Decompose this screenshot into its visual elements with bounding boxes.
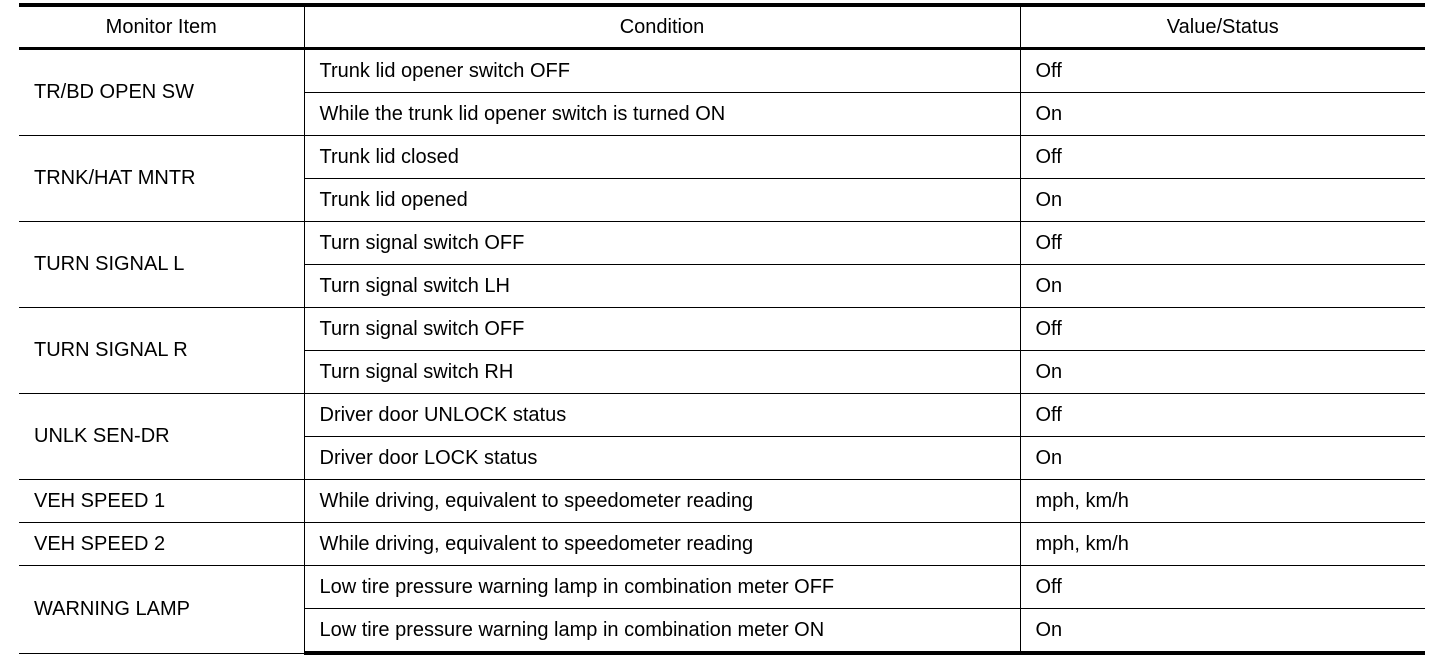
value-status-cell: Off (1020, 136, 1425, 179)
condition-cell: Trunk lid opener switch OFF (304, 49, 1020, 93)
table-row (19, 308, 1425, 351)
condition-cell: Turn signal switch OFF (304, 222, 1020, 265)
condition-cell: While driving, equivalent to speedometer reading (304, 523, 1020, 566)
value-status-cell: On (1020, 437, 1425, 480)
monitor-item-cell: TURN SIGNAL L (19, 222, 304, 308)
monitor-item-cell: TR/BD OPEN SW (19, 49, 304, 136)
table-row (19, 136, 1425, 179)
monitor-table-container (19, 3, 1425, 655)
monitor-item-cell: TRNK/HAT MNTR (19, 136, 304, 222)
condition-cell: Low tire pressure warning lamp in combination meter OFF (304, 566, 1020, 609)
table-row (19, 480, 1425, 523)
value-status-cell: Off (1020, 308, 1425, 351)
condition-cell: While driving, equivalent to speedometer reading (304, 480, 1020, 523)
table-row (19, 566, 1425, 609)
header-condition: Condition (304, 5, 1020, 49)
value-status-cell: On (1020, 93, 1425, 136)
value-status-cell: On (1020, 179, 1425, 222)
header-monitor-item: Monitor Item (19, 5, 304, 49)
monitor-item-cell: VEH SPEED 1 (19, 480, 304, 523)
table-header (19, 5, 1425, 49)
header-value-status: Value/Status (1020, 5, 1425, 49)
condition-cell: Driver door UNLOCK status (304, 394, 1020, 437)
monitor-item-cell: TURN SIGNAL R (19, 308, 304, 394)
value-status-cell: On (1020, 351, 1425, 394)
table-row (19, 49, 1425, 93)
table-row (19, 394, 1425, 437)
value-status-cell: Off (1020, 222, 1425, 265)
condition-cell: Low tire pressure warning lamp in combination meter ON (304, 609, 1020, 654)
condition-cell: Turn signal switch RH (304, 351, 1020, 394)
value-status-cell: mph, km/h (1020, 480, 1425, 523)
condition-cell: Turn signal switch LH (304, 265, 1020, 308)
condition-cell: Turn signal switch OFF (304, 308, 1020, 351)
value-status-cell: mph, km/h (1020, 523, 1425, 566)
table-row (19, 523, 1425, 566)
value-status-cell: Off (1020, 49, 1425, 93)
value-status-cell: On (1020, 609, 1425, 654)
header-row (19, 5, 1425, 49)
condition-cell: Trunk lid opened (304, 179, 1020, 222)
value-status-cell: Off (1020, 566, 1425, 609)
monitor-item-cell: VEH SPEED 2 (19, 523, 304, 566)
monitor-table (19, 3, 1425, 655)
monitor-item-cell: WARNING LAMP (19, 566, 304, 654)
condition-cell: While the trunk lid opener switch is turned ON (304, 93, 1020, 136)
value-status-cell: Off (1020, 394, 1425, 437)
value-status-cell: On (1020, 265, 1425, 308)
condition-cell: Driver door LOCK status (304, 437, 1020, 480)
table-row (19, 222, 1425, 265)
table-body (19, 49, 1425, 654)
condition-cell: Trunk lid closed (304, 136, 1020, 179)
monitor-item-cell: UNLK SEN-DR (19, 394, 304, 480)
